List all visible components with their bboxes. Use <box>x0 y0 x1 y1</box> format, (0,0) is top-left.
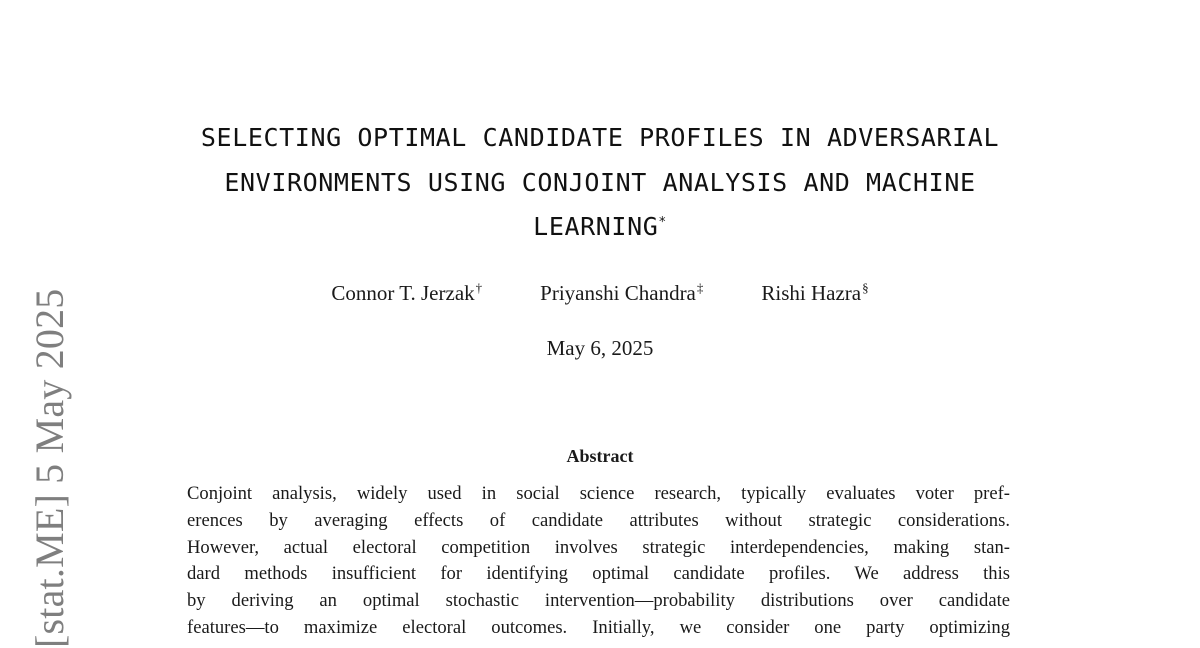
author-hazra <box>761 279 868 307</box>
author-footnote-mark[interactable]: † <box>475 280 483 295</box>
abstract-line: erences by averaging effects of candidate attributes without strategic considerations. <box>187 509 1010 531</box>
author-chandra <box>540 279 703 307</box>
title-line-1: SELECTING OPTIMAL CANDIDATE PROFILES IN ADVERSARIAL <box>200 123 1000 152</box>
abstract-line: Conjoint analysis, widely used in social science research, typically evaluates voter pref- <box>187 483 1010 504</box>
abstract-heading: Abstract <box>566 446 634 466</box>
paper-title <box>160 116 1040 250</box>
abstract-body <box>187 481 1010 642</box>
author-footnote-mark[interactable]: ‡ <box>696 280 704 295</box>
abstract-line: However, actual electoral competition involves strategic interdependencies, making stan- <box>187 536 1010 558</box>
publication-date: May 6, 2025 <box>546 336 654 360</box>
author-name: Connor T. Jerzak <box>331 281 475 305</box>
title-footnote-mark[interactable]: * <box>658 215 667 230</box>
abstract-line: dard methods insufficient for identifying optimal candidate profiles. We address this <box>187 563 1010 585</box>
arxiv-identifier-stamp: [stat.ME] 5 May 2025 <box>27 288 72 648</box>
title-line-3: LEARNING <box>533 212 659 241</box>
author-footnote-mark[interactable]: § <box>862 280 869 295</box>
author-list <box>0 279 1200 307</box>
title-line-2: ENVIRONMENTS USING CONJOINT ANALYSIS AND MACHINE <box>224 167 976 197</box>
author-name: Priyanshi Chandra <box>540 281 696 305</box>
author-name: Rishi Hazra <box>761 281 862 305</box>
abstract-line: by deriving an optimal stochastic intervention—probability distributions over candidate <box>187 590 1010 612</box>
author-jerzak <box>331 279 482 307</box>
abstract-line: features—to maximize electoral outcomes. Initially, we consider one party optimizing <box>187 616 1010 638</box>
